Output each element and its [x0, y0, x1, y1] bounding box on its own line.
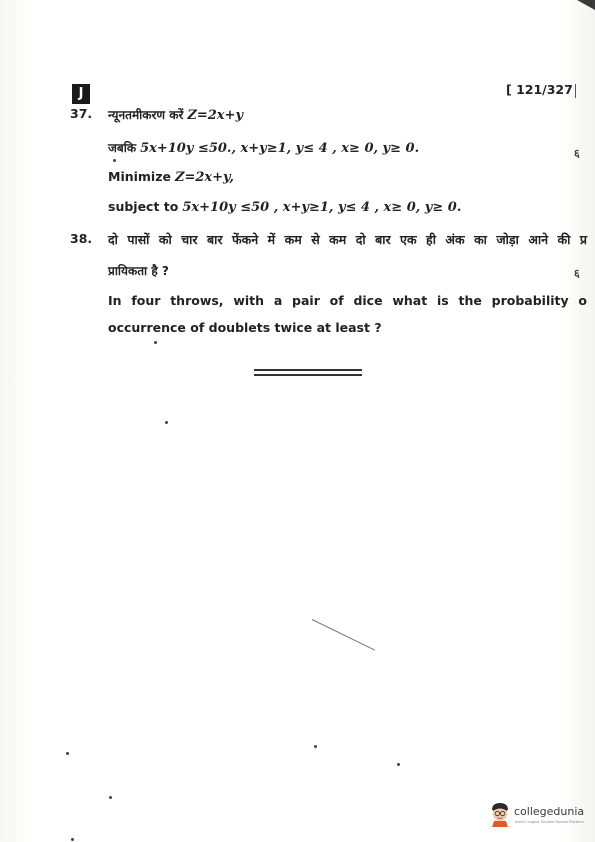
- scan-speck: [113, 159, 116, 162]
- question-38-hindi-line-1: दो पासों को चार बार फेंकने में कम से कम दो बार एक ही अंक का जोड़ा आने की प्र: [108, 232, 587, 247]
- question-37-english-line-1: [108, 169, 234, 185]
- scan-speck: [109, 796, 112, 799]
- scan-speck: [165, 421, 168, 424]
- scan-speck: [71, 838, 74, 841]
- scan-speck: [66, 752, 69, 755]
- page-code-bar: [575, 84, 576, 98]
- question-37-hindi-objective: Z=2x+y: [187, 108, 243, 123]
- logo-brand-name: collegedunia: [514, 805, 585, 818]
- question-38-english-line-2: occurrence of doublets twice at least ?: [108, 320, 382, 335]
- question-38-number: 38.: [70, 231, 93, 246]
- question-37-english-constraints: 5x+10y ≤50 , x+y≥1, y≤ 4 , x≥ 0, y≥ 0.: [182, 200, 462, 215]
- logo-tagline: India's largest Student Review Platform: [515, 820, 584, 824]
- scan-speck: [154, 341, 157, 344]
- set-code-badge: J: [72, 84, 90, 104]
- question-37-hindi-constraints: 5x+10y ≤50., x+y≥1, y≤ 4 , x≥ 0, y≥ 0.: [140, 141, 420, 156]
- page-code-text: [ 121/327: [506, 82, 573, 97]
- end-divider-top: [254, 369, 362, 371]
- question-37-english-condition-word: subject to: [108, 199, 179, 214]
- question-37-english-objective: Z=2x+y,: [174, 170, 234, 185]
- question-37-number: 37.: [70, 106, 93, 121]
- student-mascot-icon: [489, 801, 511, 827]
- question-37-hindi-line-1: [108, 106, 243, 123]
- question-38-hindi-line-2: प्रायिकता है ?: [108, 264, 169, 278]
- question-37-hindi-condition-word: जबकि: [108, 141, 137, 155]
- question-38-english-line-1: In four throws, with a pair of dice what is the probability o: [108, 293, 587, 308]
- question-37-english-instruction: Minimize: [108, 169, 171, 184]
- scan-speck: [397, 763, 400, 766]
- question-37-english-line-2: [108, 199, 461, 215]
- margin-mark: ६: [574, 267, 580, 280]
- question-37-hindi-instruction: न्यूनतमीकरण करें: [108, 108, 184, 122]
- page-corner-shadow: [577, 0, 595, 10]
- scan-scratch: [312, 619, 375, 651]
- collegedunia-logo: [489, 801, 593, 831]
- question-37-hindi-line-2: [108, 139, 419, 156]
- end-divider-bottom: [254, 374, 362, 376]
- scan-speck: [314, 745, 317, 748]
- page-code: [506, 82, 576, 98]
- margin-mark: ६: [574, 147, 580, 160]
